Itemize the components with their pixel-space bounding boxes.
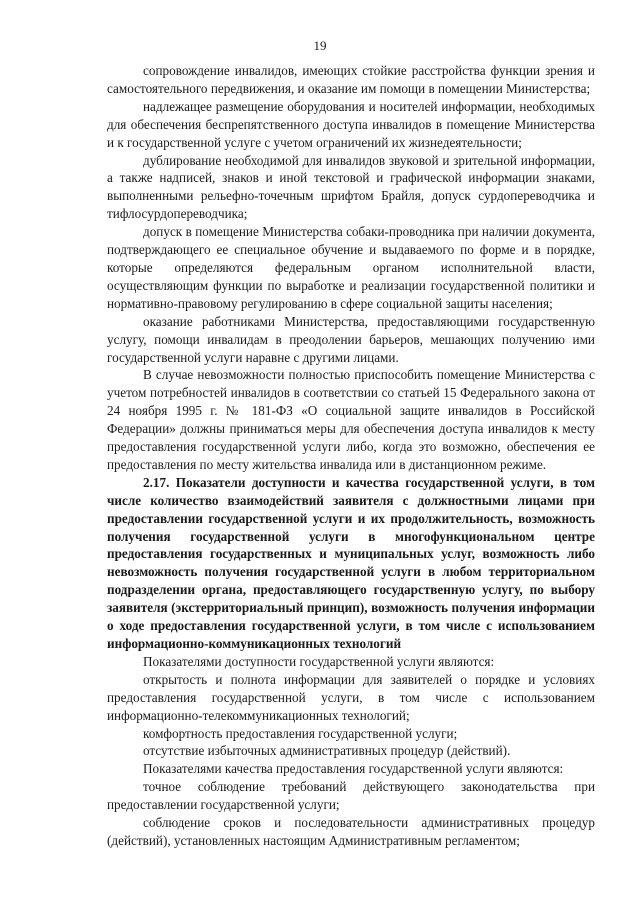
paragraph: комфортность предоставления государственной услуги; — [143, 725, 458, 741]
body-text — [107, 62, 595, 850]
paragraph: дублирование необходимой для инвалидов звуковой и зрительной информации, а также надписей, знаков и иной текстовой и графической информации знаками, выполненными рельефно-точечным шрифтом Брайля, допуск сурдопереводчика и тифлосурдопереводчика; — [107, 152, 595, 222]
page-number: 19 — [313, 38, 327, 53]
paragraph: сопровождение инвалидов, имеющих стойкие расстройства функции зрения и самостоятельного передвижения, и оказание им помощи в помещении Министерства; — [107, 63, 595, 96]
paragraph: В случае невозможности полностью приспособить помещение Министерства с учетом потребностей инвалидов в соответствии со статьей 15 Федерального закона от 24 ноября 1995 г. № 181-ФЗ «О социальной защите инвалидов в Российской Федерации» должны приниматься меры для обеспечения доступа инвалидов к месту предоставления государственной услуги либо, когда это возможно, обеспечения ее предоставления по месту жительства инвалида или в дистанционном режиме. — [107, 367, 595, 472]
paragraph: Показателями качества предоставления государственной услуги являются: — [143, 761, 564, 777]
section-heading: 2.17. Показатели доступности и качества государственной услуги, в том числе количество взаимодействий заявителя с должностными лицами при предоставлении государственной услуги и их продолжительность, возможность получения государственной услуги в многофункциональном центре предоставления государственных и муниципальных услуг, возможность либо невозможность получения государственной услуги в любом территориальном подразделении органа, предоставляющего государственную услугу, по выбору заявителя (экстерриториальный принцип), возможность получения информации о ходе предоставления государственной услуги, в том числе с использованием информационно-коммуникационных технологий — [107, 474, 595, 651]
paragraph: Показателями доступности государственной услуги являются: — [143, 653, 495, 669]
paragraph: оказание работниками Министерства, предоставляющими государственную услугу, помощи инвалидам в преодолении барьеров, мешающих получению ими государственной услуги наравне с другими лицами. — [107, 313, 595, 365]
paragraph: точное соблюдение требований действующего законодательства при предоставлении государственной услуги; — [107, 779, 595, 813]
paragraph: соблюдение сроков и последовательности административных процедур (действий), установленных настоящим Административным регламентом; — [107, 815, 595, 848]
paragraph: допуск в помещение Министерства собаки-проводника при наличии документа, подтверждающего ее специальное обучение и выдаваемого по форме и в порядке, которые определяются федеральным органом исполнительной власти, осуществляющим функции по выработке и реализации государственной политики и нормативно-правовому регулированию в сфере социальной защиты населения; — [107, 224, 595, 311]
paragraph: открытость и полнота информации для заявителей о порядке и условиях предоставления государственной услуги, в том числе с использованием информационно-телекоммуникационных технологий; — [107, 671, 595, 723]
paragraph: отсутствие избыточных административных процедур (действий). — [143, 743, 511, 759]
paragraph: надлежащее размещение оборудования и носителей информации, необходимых для обеспечения беспрепятственного доступа инвалидов в помещение Министерства и к государственной услуге с учетом ограничений их жизнедеятельности; — [107, 98, 595, 150]
